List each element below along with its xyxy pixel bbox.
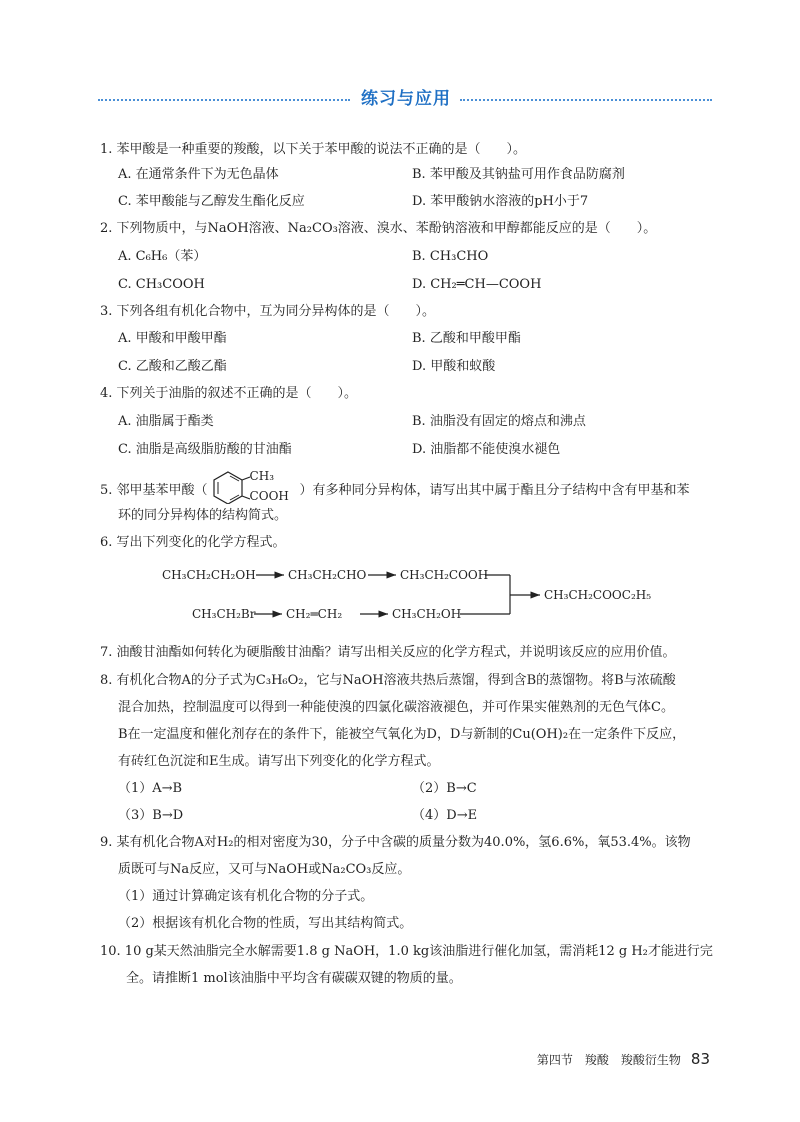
q5-text-post: ）有多种同分异构体，请写出其中属于酯且分子结构中含有甲基和苯	[299, 483, 690, 498]
q1-option-a: A. 在通常条件下为无色晶体	[118, 167, 279, 182]
section-title: 练习与应用	[361, 89, 451, 109]
question-9-line-1: 9. 某有机化合物A对H₂的相对密度为30，分子中含碳的质量分数为40.0%，氢6.6%，氧53.4%。该物	[100, 835, 691, 850]
footer-section-title: 第四节 羧酸 羧酸衍生物	[536, 1053, 681, 1067]
question-1-stem: 1. 苯甲酸是一种重要的羧酸，以下关于苯甲酸的说法不正确的是（ ）。	[100, 142, 527, 157]
dotted-rule-left	[98, 99, 350, 101]
intermediate-ethanol: CH₃CH₂OH	[392, 607, 462, 621]
q4-option-c: C. 油脂是高级脂肪酸的甘油酯	[118, 442, 292, 457]
question-8-line-1: 8. 有机化合物A的分子式为C₃H₆O₂，它与NaOH溶液共热后蒸馏，得到含B的蒸馏物。将B与浓硫酸	[100, 673, 676, 688]
question-5-line-1	[100, 469, 690, 504]
question-6-stem: 6. 写出下列变化的化学方程式。	[100, 535, 286, 550]
section-header	[98, 84, 712, 118]
intermediate-ethene: CH₂═CH₂	[286, 607, 343, 621]
question-10-line-1: 10. 10 g某天然油脂完全水解需要1.8 g NaOH，1.0 kg该油脂进行催化加氢，需消耗12 g H₂才能进行完	[100, 944, 713, 959]
dotted-rule-right	[460, 99, 712, 101]
question-4-stem: 4. 下列关于油脂的叙述不正确的是（ ）。	[100, 386, 358, 401]
q2-option-b: B. CH₃CHO	[412, 249, 489, 264]
q1-option-d: D. 苯甲酸钠水溶液的pH小于7	[412, 194, 589, 209]
o-methylbenzoic-acid-structure	[208, 470, 300, 504]
q1-option-c: C. 苯甲酸能与乙醇发生酯化反应	[118, 194, 305, 209]
q2-option-c: C. CH₃COOH	[118, 277, 205, 292]
q8-sub-3: （3）B→D	[118, 808, 184, 823]
benzene-ring-icon	[210, 470, 250, 504]
q3-option-c: C. 乙酸和乙酸乙酯	[118, 359, 227, 374]
product-ethyl-propanoate: CH₃CH₂COOC₂H₅	[544, 588, 652, 602]
page-footer	[537, 1050, 710, 1068]
q2-option-d: D. CH₂═CH—COOH	[412, 277, 542, 292]
q4-option-a: A. 油脂属于酯类	[118, 414, 214, 429]
question-8-line-4: 有砖红色沉淀和E生成。请写出下列变化的化学方程式。	[118, 754, 440, 769]
q5-text-pre: 5. 邻甲基苯甲酸（	[100, 483, 208, 498]
q8-sub-2: （2）B→C	[412, 781, 477, 796]
question-7: 7. 油酸甘油酯如何转化为硬脂酸甘油酯？请写出相关反应的化学方程式，并说明该反应的应用价值。	[100, 645, 676, 660]
question-3-stem: 3. 下列各组有机化合物中，互为同分异构体的是（ ）。	[100, 304, 436, 319]
methyl-label: CH₃	[249, 469, 275, 483]
q8-sub-1: （1）A→B	[118, 781, 183, 796]
q9-sub-1: （1）通过计算确定该有机化合物的分子式。	[118, 889, 374, 904]
reactant-bromoethane: CH₃CH₂Br	[192, 607, 256, 621]
q9-sub-2: （2）根据该有机化合物的性质，写出其结构简式。	[118, 916, 413, 931]
intermediate-propanoic-acid: CH₃CH₂COOH	[400, 568, 489, 582]
q4-option-b: B. 油脂没有固定的熔点和沸点	[412, 414, 586, 429]
q1-option-b: B. 苯甲酸及其钠盐可用作食品防腐剂	[412, 167, 625, 182]
q3-option-d: D. 甲酸和蚁酸	[412, 359, 496, 374]
carboxyl-label: COOH	[249, 489, 289, 503]
q4-option-d: D. 油脂都不能使溴水褪色	[412, 442, 561, 457]
question-5-line-2: 环的同分异构体的结构简式。	[118, 508, 288, 523]
q8-sub-4: （4）D→E	[412, 808, 478, 823]
page-number: 83	[690, 1050, 710, 1068]
question-10-line-2: 全。请推断1 mol该油脂中平均含有碳碳双键的物质的量。	[126, 971, 462, 986]
question-8-line-3: B在一定温度和催化剂存在的条件下，能被空气氧化为D，D与新制的Cu(OH)₂在一定条件下反应，	[118, 727, 686, 742]
q3-option-a: A. 甲酸和甲酸甲酯	[118, 331, 227, 346]
q2-option-a: A. C₆H₆（苯）	[118, 249, 207, 264]
question-8-line-2: 混合加热，控制温度可以得到一种能使溴的四氯化碳溶液褪色，并可作果实催熟剂的无色气体C。	[118, 700, 674, 715]
intermediate-propanal: CH₃CH₂CHO	[288, 568, 367, 582]
question-2-stem: 2. 下列物质中，与NaOH溶液、Na₂CO₃溶液、溴水、苯酚钠溶液和甲醇都能反应的是（ ）。	[100, 221, 657, 236]
reactant-propanol: CH₃CH₂CH₂OH	[162, 568, 256, 582]
question-9-line-2: 质既可与Na反应，又可与NaOH或Na₂CO₃反应。	[118, 862, 411, 877]
q3-option-b: B. 乙酸和甲酸甲酯	[412, 331, 521, 346]
reaction-scheme	[160, 560, 680, 630]
